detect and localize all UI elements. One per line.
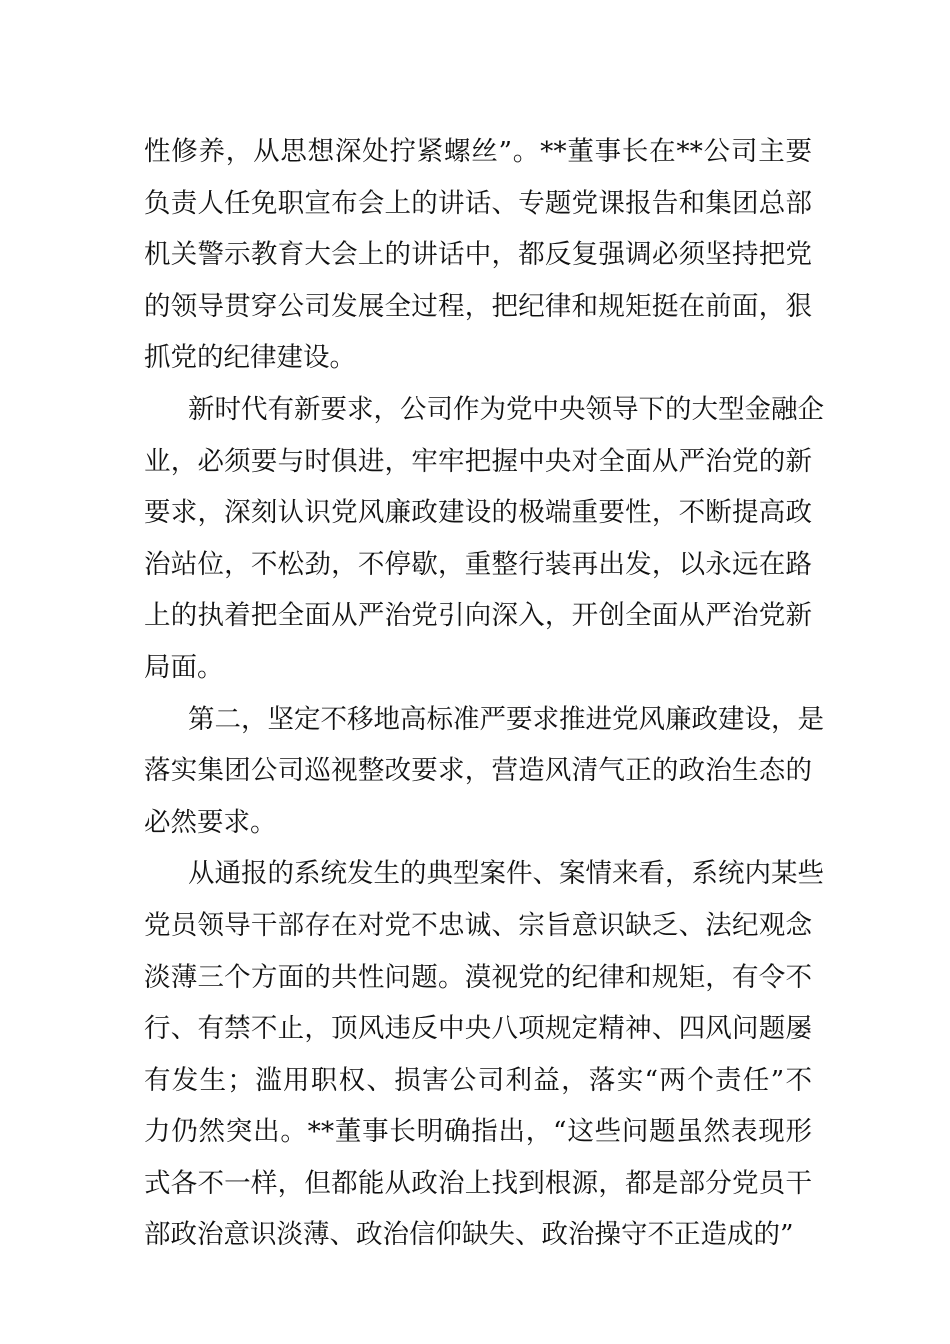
paragraph-line: 抓党的纪律建设。 [144,342,356,374]
paragraph-line: 机关警示教育大会上的讲话中，都反复强调必须坚持把党 [144,239,812,271]
paragraph-line: 新时代有新要求，公司作为党中央领导下的大型金融企 [188,393,824,425]
paragraph-line: 式各不一样，但都能从政治上找到根源，都是部分党员干 [144,1167,812,1199]
paragraph-1 [144,126,812,384]
paragraph-line: 落实集团公司巡视整改要求，营造风清气正的政治生态的 [144,755,812,787]
paragraph-3 [144,694,824,849]
paragraph-line: 业，必须要与时俱进，牢牢把握中央对全面从严治党的新 [144,445,812,477]
paragraph-4 [144,848,824,1261]
paragraph-line: 从通报的系统发生的典型案件、案情来看，系统内某些 [188,858,824,890]
paragraph-line: 有发生；滥用职权、损害公司利益，落实“两个责任”不 [144,1064,812,1096]
paragraph-2 [144,384,824,694]
paragraph-line: 性修养，从思想深处拧紧螺丝”。**董事长在**公司主要 [144,136,812,167]
paragraph-line: 的领导贯穿公司发展全过程，把纪律和规矩挺在前面，狠 [144,290,812,322]
paragraph-line: 负责人任免职宣布会上的讲话、专题党课报告和集团总部 [144,187,812,219]
paragraph-line: 行、有禁不止，顶风违反中央八项规定精神、四风问题屡 [144,1013,812,1045]
document-body [144,126,824,1261]
paragraph-line: 第二，坚定不移地高标准严要求推进党风廉政建设，是 [188,703,824,735]
paragraph-line: 局面。 [144,651,224,683]
paragraph-line: 上的执着把全面从严治党引向深入，开创全面从严治党新 [144,600,812,632]
paragraph-line: 部政治意识淡薄、政治信仰缺失、政治操守不正造成的” [144,1219,794,1251]
paragraph-line: 治站位，不松劲，不停歇，重整行装再出发，以永远在路 [144,548,812,580]
paragraph-line: 必然要求。 [144,806,277,838]
paragraph-line: 要求，深刻认识党风廉政建设的极端重要性，不断提高政 [144,497,812,529]
paragraph-line: 党员领导干部存在对党不忠诚、宗旨意识缺乏、法纪观念 [144,909,812,941]
paragraph-line: 力仍然突出。**董事长明确指出，“这些问题虽然表现形 [144,1116,812,1148]
paragraph-line: 淡薄三个方面的共性问题。漠视党的纪律和规矩，有令不 [144,961,812,993]
